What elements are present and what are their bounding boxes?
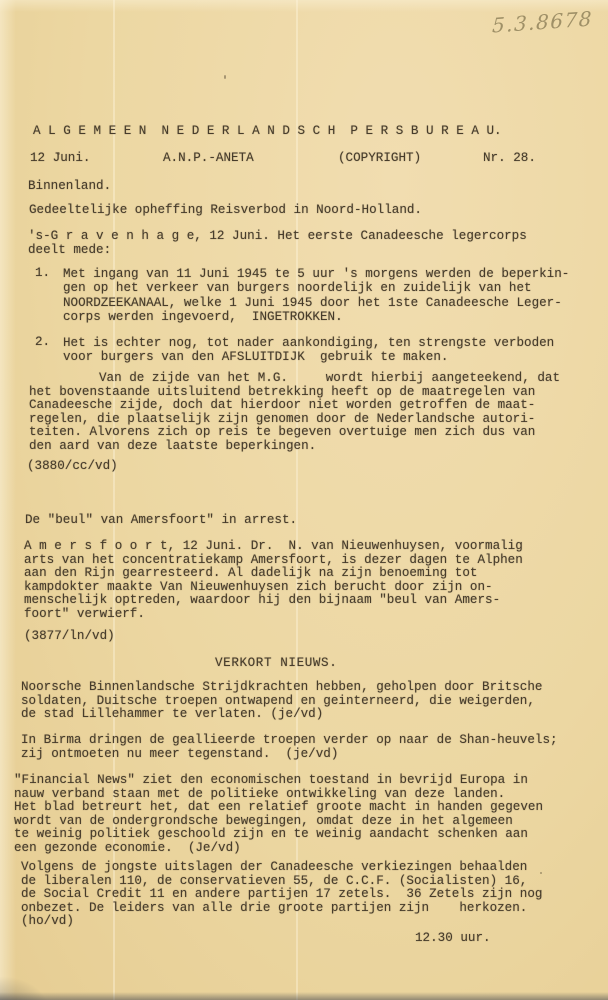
text-line: arts van het concentratiekamp Amersfoort, is dezer dagen te Alphen xyxy=(24,552,523,567)
text-line: Met ingang van 11 Juni 1945 te 5 uur 's morgens werden de beperkin- xyxy=(63,267,570,281)
text-line: deelt mede: xyxy=(28,242,112,257)
text-line: de stad Lillehammer te verlaten. (je/vd) xyxy=(21,707,324,722)
article1-dateline xyxy=(28,230,527,257)
text-line: "Financial News" ziet den economischen toestand in bevrijd Europa in xyxy=(14,773,528,787)
military-authority-note xyxy=(29,372,560,454)
list-item-2-text xyxy=(63,336,554,365)
article1-signature: (3880/cc/vd) xyxy=(27,459,118,473)
text-line: zij ontmoeten nu meer tegenstand. (je/vd) xyxy=(21,746,339,761)
text-line: een gezonde economie. (Je/vd) xyxy=(14,840,241,855)
article2-body xyxy=(24,540,523,622)
text-line: te weinig politiek geschoold zijn en te weinig aandacht schenken aan xyxy=(14,827,528,842)
list-item-2-number: 2. xyxy=(35,335,51,349)
copyright-notice: (COPYRIGHT) xyxy=(338,151,422,165)
article2-title: De "beul" van Amersfoort" in arrest. xyxy=(25,513,298,527)
issue-number: Nr. 28. xyxy=(483,151,536,165)
text-line: nauw verband staan met de politieke ontwikkeling van deze landen. xyxy=(14,786,506,801)
text-line: kampdokter maakte Van Nieuwenhuysen zich berucht door zijn on- xyxy=(24,579,493,594)
article2-signature: (3877/ln/vd) xyxy=(24,629,115,643)
issue-date: 12 Juni. xyxy=(30,151,91,165)
news-item-canada-elections xyxy=(21,861,542,929)
text-line: het bovenstaande uitsluitend betrekking heeft op de maatregelen van xyxy=(29,384,536,399)
news-item-financial-news xyxy=(14,774,543,856)
shorts-heading: VERKORT NIEUWS. xyxy=(215,656,338,670)
text-line: wordt van de ondergrondsche bewegingen, omdat deze in het algemeen xyxy=(14,813,513,828)
section-label: Binnenland. xyxy=(28,179,112,193)
text-line: (ho/vd) xyxy=(21,914,74,929)
text-line: corps werden ingevoerd, INGETROKKEN. xyxy=(63,310,343,325)
text-line: den aard van deze laatste beperkingen. xyxy=(29,438,317,453)
text-line: 's-G r a v e n h a g e, 12 Juni. Het eerste Canadeesche legercorps xyxy=(28,229,527,243)
text-line: Het is echter nog, tot nader aankondiging, ten strengste verboden xyxy=(63,336,555,350)
archive-ref-handwriting: 5.3.8678 xyxy=(491,6,594,38)
text-line: NOORDZEEKANAAL, welke 1 Juni 1945 door het 1ste Canadeesche Leger- xyxy=(63,295,562,310)
text-line: foort" verwierf. xyxy=(24,606,145,621)
text-line: menschelijk optreden, waardoor hij den bijnaam "beul van Amers- xyxy=(24,593,501,608)
news-item-burma xyxy=(21,734,558,761)
text-line: onbezet. De leiders van alle drie groote partijen zijn herkozen. xyxy=(21,900,528,915)
list-item-1-number: 1. xyxy=(35,266,51,280)
paper-speck xyxy=(224,75,226,79)
news-item-norway xyxy=(21,681,542,722)
text-line: Volgens de jongste uitslagen der Canadeesche verkiezingen behaalden xyxy=(21,860,528,874)
agency-abbreviation: A.N.P.-ANETA xyxy=(163,151,254,165)
text-line: soldaten, Duitsche troepen ontwapend en geinterneerd, die weigerden, xyxy=(21,693,535,708)
text-line: Noorsche Binnenlandsche Strijdkrachten hebben, geholpen door Britsche xyxy=(21,680,543,694)
text-line: aan den Rijn gearresteerd. Al dadelijk na zijn benoeming tot xyxy=(24,566,478,581)
text-line: regelen, die plaatselijk zijn genomen door de Nederlandsche autori- xyxy=(29,411,536,426)
article1-title: Gedeeltelijke opheffing Reisverbod in Noord-Holland. xyxy=(29,203,422,217)
text-line: de Social Credit 11 en andere partijen 17 zetels. 36 Zetels zijn nog xyxy=(21,887,543,902)
closing-time: 12.30 uur. xyxy=(415,931,491,945)
text-line: voor burgers van den AFSLUITDIJK gebruik te maken. xyxy=(63,350,449,365)
scan-corner-shadow xyxy=(0,976,52,1000)
text-line: A m e r s f o o r t, 12 Juni. Dr. N. van Nieuwenhuysen, voormalig xyxy=(24,539,523,553)
text-line: teiten. Alvorens zich op reis te begeven overtuige men zich dus van xyxy=(29,425,536,440)
text-line: Het blad betreurt het, dat een relatief groote macht in handen gegeven xyxy=(14,800,544,815)
list-item-1-text xyxy=(63,267,569,325)
agency-name: A L G E M E E N N E D E R L A N D S C H P E R S B U R E A U. xyxy=(33,124,502,138)
scan-edge-shadow xyxy=(0,992,608,1000)
text-line: Canadeesche zijde, doch dat hierdoor niet worden getroffen de maat- xyxy=(29,398,536,413)
text-line: de liberalen 110, de conservatieven 55, de C.C.F. (Socialisten) 16, xyxy=(21,873,528,888)
text-line: In Birma dringen de geallieerde troepen verder op naar de Shan-heuvels; xyxy=(21,733,558,747)
text-line: Van de zijde van het M.G. wordt hierbij aangeteekend, dat xyxy=(99,371,561,385)
text-line: gen op het verkeer van burgers noordelijk en zuidelijk van het xyxy=(63,281,532,296)
